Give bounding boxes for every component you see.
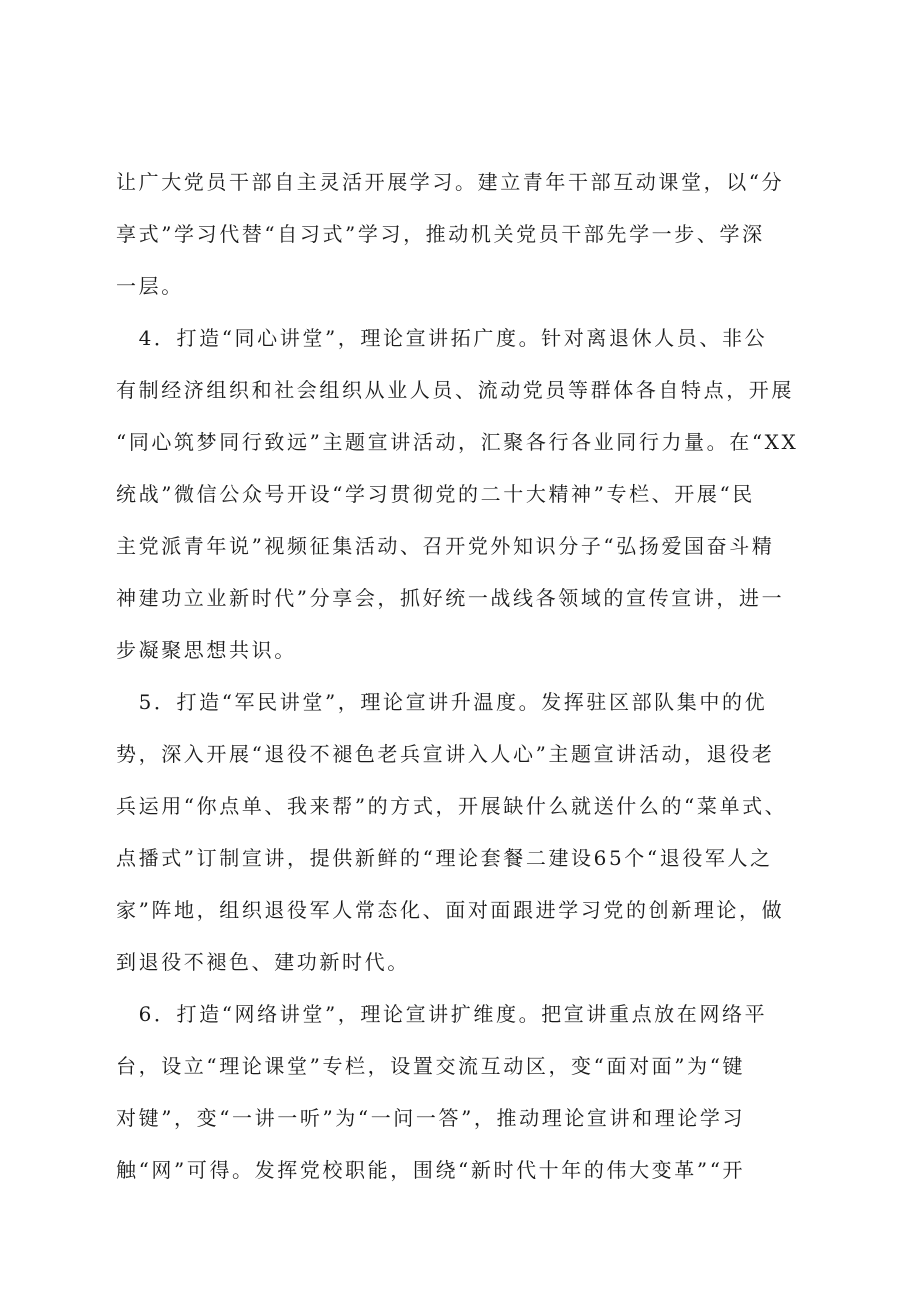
text-line: 让广大党员干部自主灵活开展学习。建立青年干部互动课堂，以“分 (116, 170, 785, 194)
text-line: 有制经济组织和社会组织从业人员、流动党员等群体各自特点，开展 (116, 378, 794, 402)
text-line: 4．打造“同心讲堂”，理论宣讲拓广度。针对离退休人员、非公 (116, 326, 768, 350)
paragraph-item-4 (116, 312, 826, 676)
text-line: “同心筑梦同行致远”主题宣讲活动，汇聚各行各业同行力量。在“XX (116, 430, 799, 454)
text-line: 统战”微信公众号开设“学习贯彻党的二十大精神”专栏、开展“民 (116, 482, 755, 506)
text-line: 5．打造“军民讲堂”，理论宣讲升温度。发挥驻区部队集中的优 (116, 690, 768, 714)
paragraph-item-6 (116, 988, 826, 1196)
text-line: 一层。 (116, 274, 184, 298)
text-line: 6．打造“网络讲堂”，理论宣讲扩维度。把宣讲重点放在网络平 (116, 1002, 768, 1026)
text-line: 点播式”订制宣讲，提供新鲜的“理论套餐二建设65个“退役军人之 (116, 846, 773, 870)
text-line: 台，设立“理论课堂”专栏，设置交流互动区，变“面对面”为“键 (116, 1054, 746, 1078)
paragraph-intro-continuation (116, 156, 826, 312)
text-line: 势，深入开展“退役不褪色老兵宣讲入人心”主题宣讲活动，退役老 (116, 742, 775, 766)
text-line: 到退役不褪色、建功新时代。 (116, 950, 410, 974)
text-line: 兵运用“你点单、我来帮”的方式，开展缺什么就送什么的“菜单式、 (116, 794, 788, 818)
text-line: 家”阵地，组织退役军人常态化、面对面跟进学习党的创新理论，做 (116, 898, 785, 922)
document-body (116, 156, 826, 1196)
text-line: 主党派青年说”视频征集活动、召开党外知识分子“弘扬爱国奋斗精 (116, 534, 775, 558)
text-line: 触“网”可得。发挥党校职能，围绕“新时代十年的伟大变革”“开 (116, 1158, 746, 1182)
text-line: 对键”，变“一讲一听”为“一问一答”，推动理论宣讲和理论学习 (116, 1106, 746, 1130)
text-line: 步凝聚思想共识。 (116, 638, 297, 662)
paragraph-item-5 (116, 676, 826, 988)
text-line: 享式”学习代替“自习式”学习，推动机关党员干部先学一步、学深 (116, 222, 765, 246)
text-line: 神建功立业新时代”分享会，抓好统一战线各领域的宣传宣讲，进一 (116, 586, 785, 610)
